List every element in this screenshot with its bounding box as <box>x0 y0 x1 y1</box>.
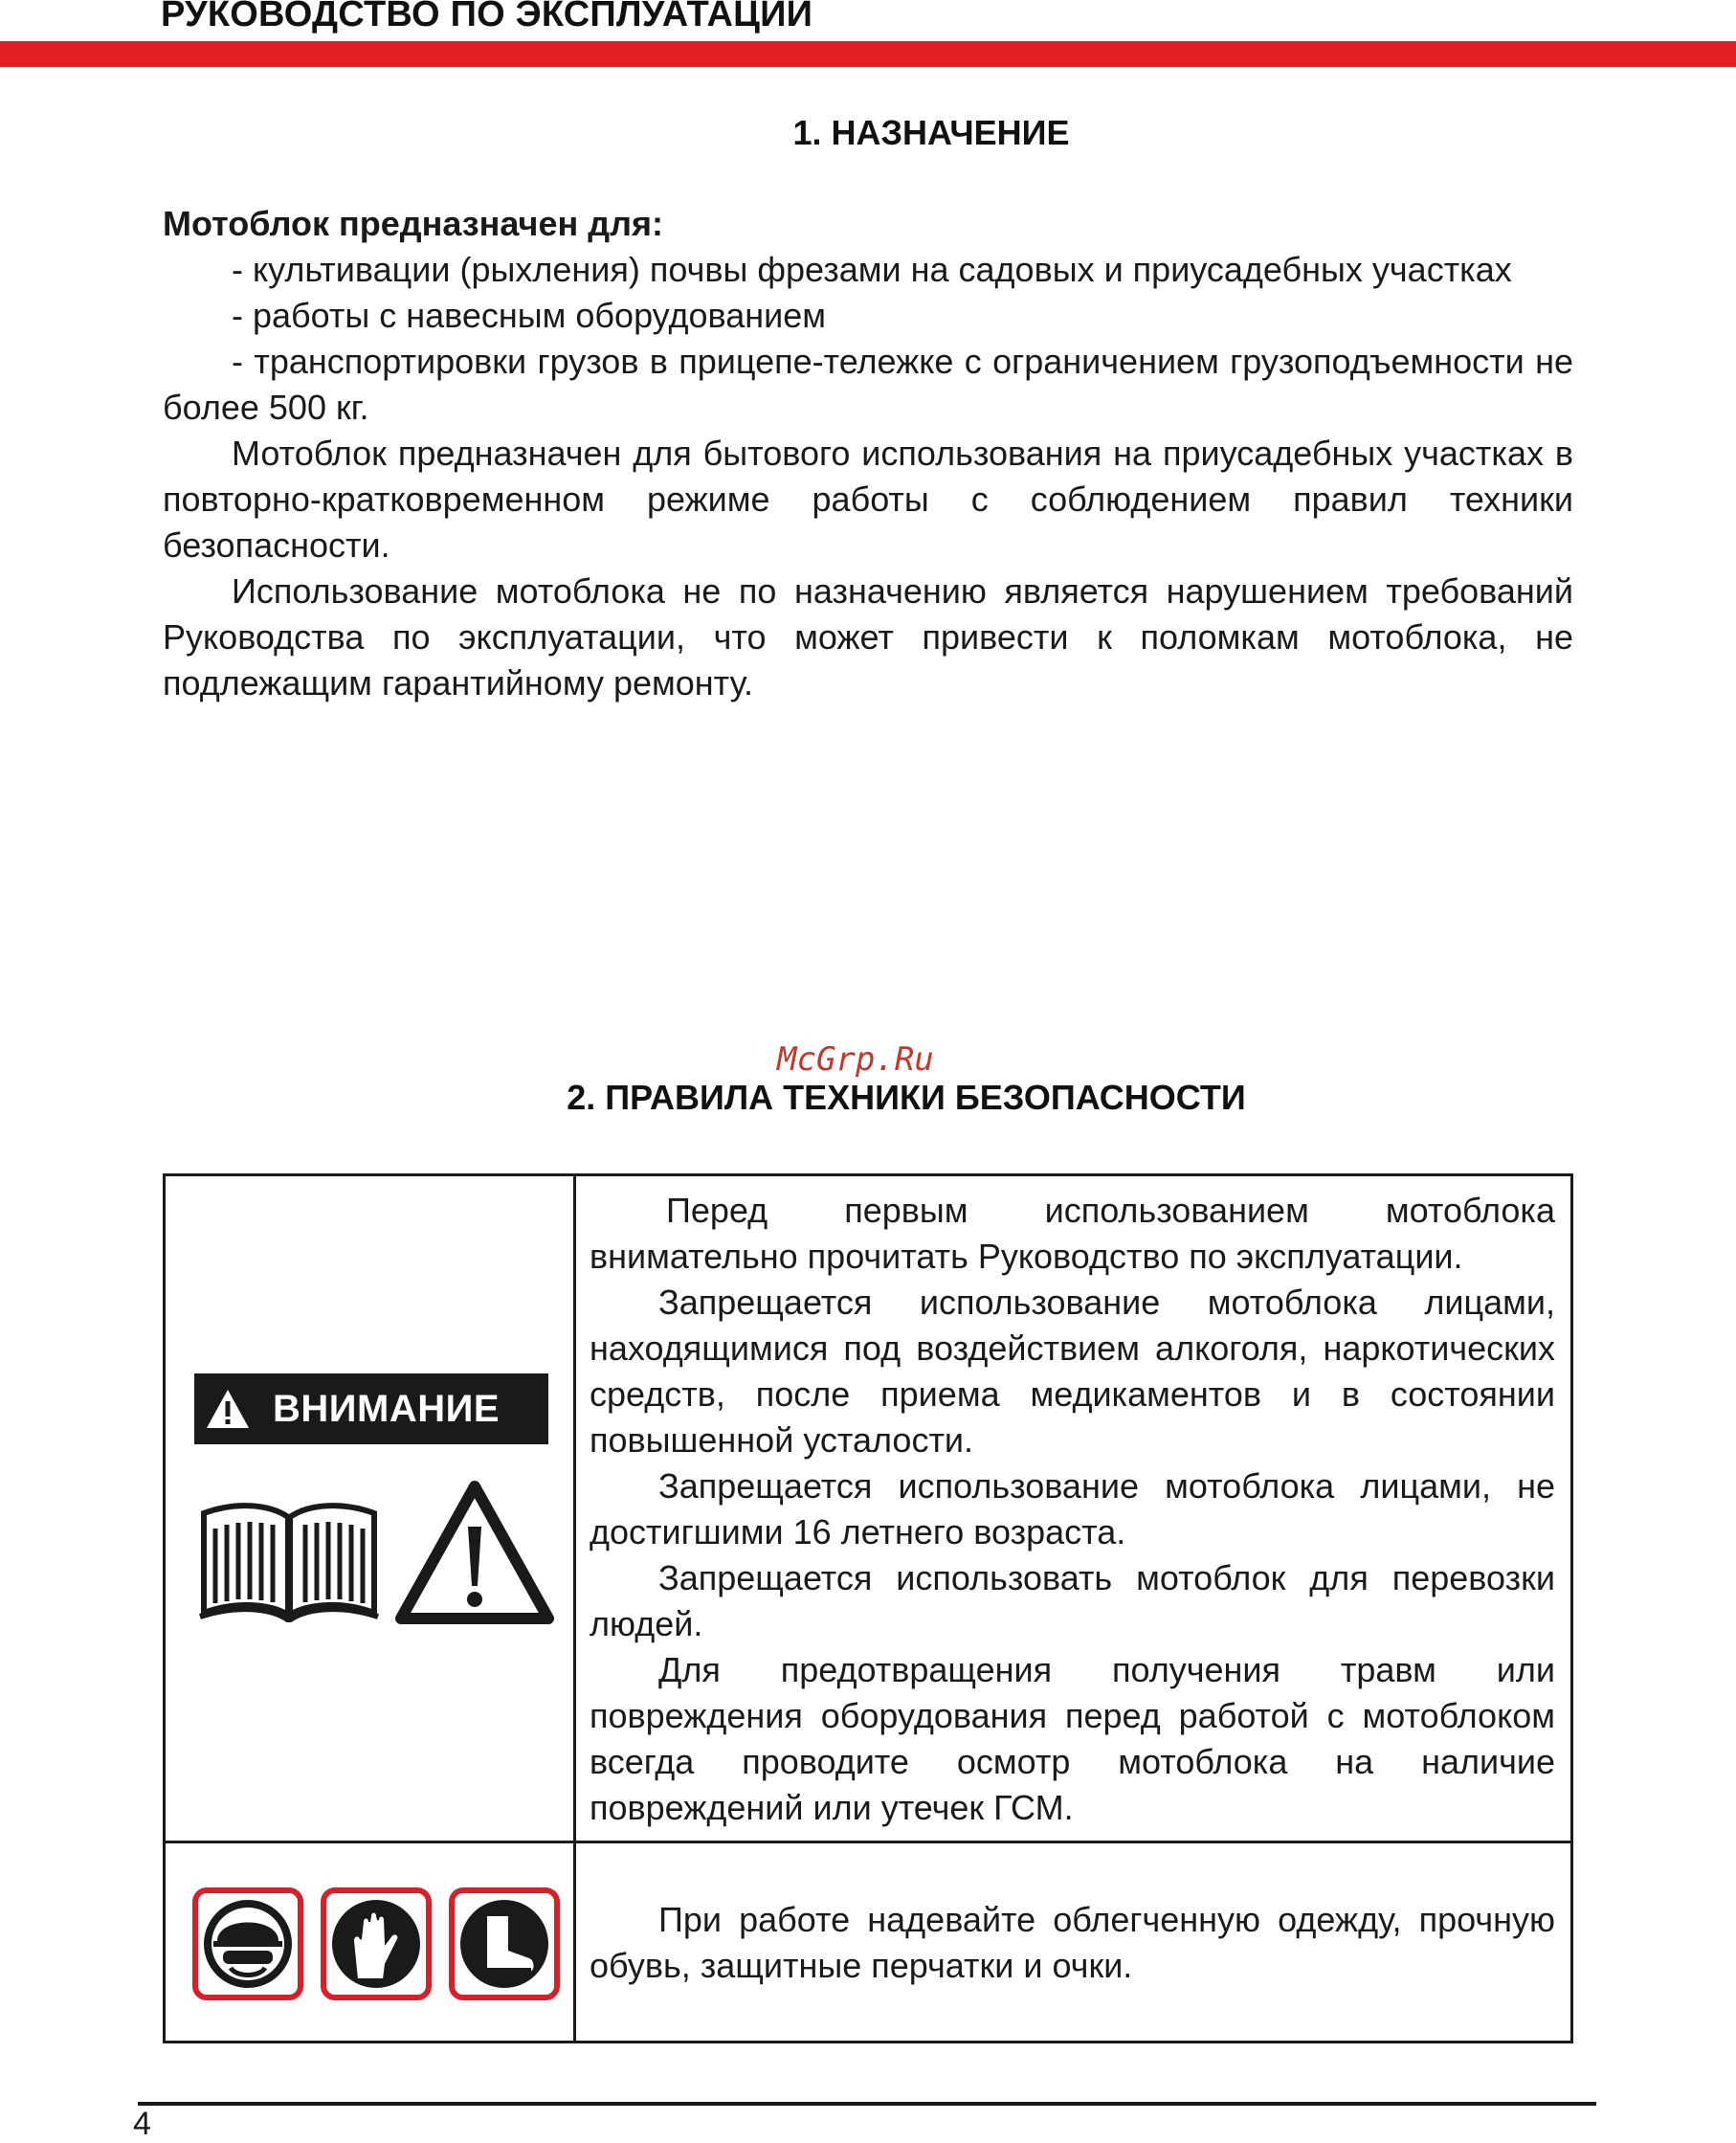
text-cell <box>575 1842 1572 2043</box>
paragraph: Перед первым использованием мотоблока внимательно прочитать Руководство по эксплуатации. <box>590 1191 1555 1276</box>
paragraph: Мотоблок предназначен для бытового использования на приусадебных участках в повторно-кратковременном режиме работы с соблюдением правил техники безопасности. <box>163 434 1573 565</box>
attention-banner <box>194 1373 548 1444</box>
list-item: - культивации (рыхления) почвы фрезами на садовых и приусадебных участках <box>232 250 1512 289</box>
list-item: - транспортировки грузов в прицепе-тележке с ограничением грузоподъемности не более 500 кг. <box>163 342 1573 427</box>
paragraph: Использование мотоблока не по назначению является нарушением требований Руководства по эксплуатации, что может привести к поломкам мотоблока, не подлежащим гарантийному ремонту. <box>163 571 1573 703</box>
section-1-lead: Мотоблок предназначен для: <box>163 204 663 243</box>
attention-label: ВНИМАНИЕ <box>273 1387 501 1430</box>
watermark: McGrp.Ru <box>777 1040 934 1079</box>
page-number: 4 <box>133 2106 151 2142</box>
table-row <box>165 1175 1572 1842</box>
boots-icon <box>449 1887 560 2005</box>
section-1-body <box>163 201 1573 706</box>
exclamation-triangle-icon <box>393 1479 556 1633</box>
section-1-title: 1. НАЗНАЧЕНИЕ <box>792 113 1070 152</box>
paragraph: При работе надевайте облегченную одежду, прочную обувь, защитные перчатки и очки. <box>590 1900 1555 1985</box>
paragraph: Запрещается использовать мотоблок для перевозки людей. <box>590 1558 1555 1643</box>
helmet-goggles-icon <box>192 1887 303 2005</box>
text-cell <box>575 1175 1572 1842</box>
footer-rule <box>138 2102 1596 2106</box>
paragraph: Для предотвращения получения травм или повреждения оборудования перед работой с мотоблоком всегда проводите осмотр мотоблока на наличие повреждений или утечек ГСМ. <box>590 1650 1555 1827</box>
icon-cell <box>165 1842 575 2043</box>
section-2-title: 2. ПРАВИЛА ТЕХНИКИ БЕЗОПАСНОСТИ <box>567 1078 1246 1117</box>
icon-cell <box>165 1175 575 1842</box>
warning-triangle-icon <box>194 1373 261 1444</box>
running-header: РУКОВОДСТВО ПО ЭКСПЛУАТАЦИИ <box>161 0 813 34</box>
paragraph: Запрещается использование мотоблока лицами, не достигшими 16 летнего возраста. <box>590 1466 1555 1551</box>
header-accent-bar <box>0 41 1736 67</box>
list-item: - работы с навесным оборудованием <box>232 296 827 335</box>
safety-rules-table <box>163 1173 1573 2043</box>
gloves-icon <box>321 1887 432 2005</box>
book-icon <box>196 1496 382 1627</box>
paragraph: Запрещается использование мотоблока лицами, находящимися под воздействием алкоголя, наркотических средств, после приема медикаментов и в состоянии повышенной усталости. <box>590 1283 1555 1460</box>
table-row <box>165 1842 1572 2043</box>
